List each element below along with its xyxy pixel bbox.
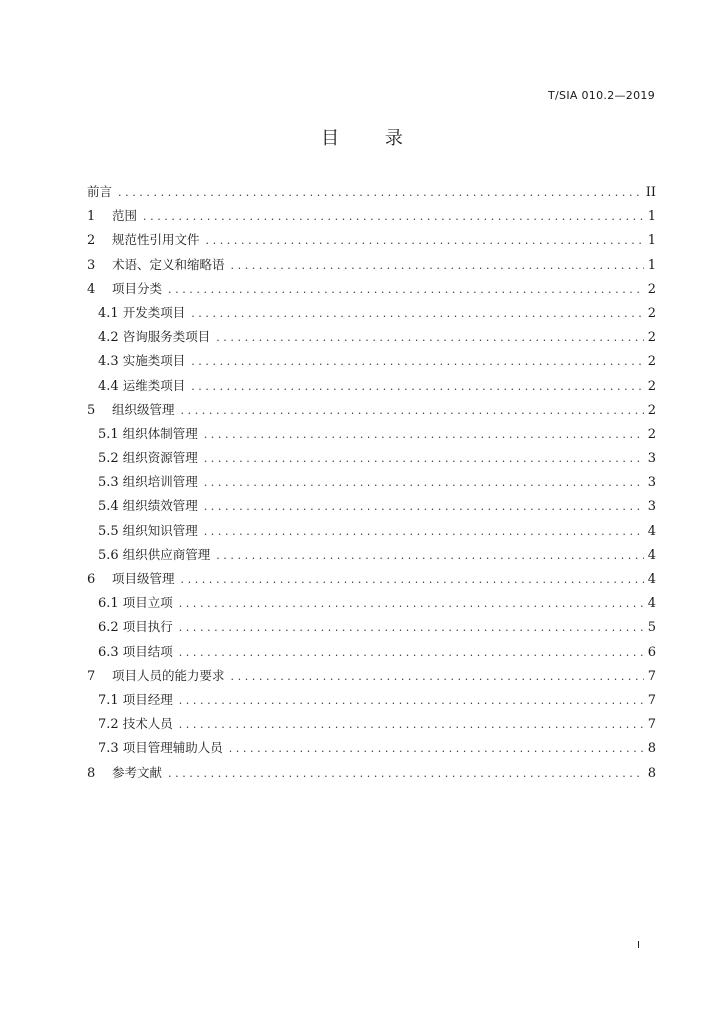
toc-entry-number: 4	[87, 281, 96, 297]
toc-entry[interactable]	[87, 615, 656, 639]
toc-leader-dots	[168, 762, 644, 786]
toc-entry-number: 1	[87, 209, 96, 225]
toc-entry-page: 7	[647, 717, 656, 733]
toc-leader-dots	[181, 399, 644, 423]
toc-leader-dots	[204, 495, 644, 519]
toc-entry-number: 7.3	[98, 741, 119, 757]
toc-entry-page: 3	[647, 499, 656, 515]
toc-entry[interactable]	[87, 325, 656, 349]
toc-leader-dots	[179, 592, 644, 616]
toc-entry[interactable]	[87, 494, 656, 518]
toc-entry-page: 6	[647, 644, 656, 660]
toc-entry[interactable]	[87, 204, 656, 228]
toc-entry-title: 范围	[112, 208, 138, 224]
toc-entry-number: 8	[87, 765, 96, 781]
toc-entry-page: 2	[647, 378, 656, 394]
toc-entry-page: 7	[647, 692, 656, 708]
toc-entry-title: 开发类项目	[122, 304, 186, 320]
toc-entry-page: 4	[647, 596, 656, 612]
toc-entry-number: 5.5	[98, 523, 119, 539]
toc-entry-title: 组织知识管理	[122, 522, 198, 538]
toc-entry[interactable]	[87, 446, 656, 470]
toc-leader-dots	[229, 737, 644, 761]
table-of-contents	[87, 180, 656, 785]
toc-entry[interactable]	[87, 422, 656, 446]
toc-leader-dots	[179, 616, 644, 640]
toc-leader-dots	[179, 689, 644, 713]
toc-entry-page: 3	[647, 475, 656, 491]
toc-entry-number: 7	[87, 668, 96, 684]
toc-entry[interactable]	[87, 277, 656, 301]
toc-entry[interactable]	[87, 253, 656, 277]
toc-entry[interactable]	[87, 591, 656, 615]
toc-leader-dots	[216, 544, 644, 568]
toc-leader-dots	[191, 375, 644, 399]
toc-entry-page: 8	[647, 765, 656, 781]
toc-entry-title: 运维类项目	[122, 377, 186, 393]
toc-entry-page: 2	[647, 330, 656, 346]
toc-entry-number: 4.4	[98, 378, 119, 394]
toc-entry-title: 组织培训管理	[122, 474, 198, 490]
toc-entry-number: 5.4	[98, 499, 119, 515]
toc-entry[interactable]	[87, 567, 656, 591]
toc-entry-number: 2	[87, 233, 96, 249]
toc-entry-title: 组织资源管理	[122, 450, 198, 466]
toc-entry-number: 5.3	[98, 475, 119, 491]
toc-entry[interactable]	[87, 664, 656, 688]
toc-entry-title: 参考文献	[112, 764, 163, 780]
toc-entry-number: 7.2	[98, 717, 119, 733]
toc-entry-title: 组织绩效管理	[122, 498, 198, 514]
toc-entry[interactable]	[87, 374, 656, 398]
toc-entry-page: 1	[647, 233, 656, 249]
toc-entry-page: 2	[647, 354, 656, 370]
toc-entry-title: 项目结项	[122, 643, 173, 659]
toc-entry-title: 项目分类	[112, 280, 163, 296]
toc-leader-dots	[179, 641, 644, 665]
toc-leader-dots	[191, 302, 644, 326]
toc-entry-page: 4	[647, 572, 656, 587]
toc-entry-number: 3	[87, 257, 96, 273]
toc-entry-number: 6.1	[98, 596, 119, 612]
toc-entry-title: 项目执行	[122, 619, 173, 635]
footer-page-number: I	[637, 940, 640, 951]
toc-leader-dots	[204, 520, 644, 544]
toc-entry-title: 项目级管理	[112, 571, 175, 586]
toc-entry-page: 2	[647, 402, 656, 418]
toc-entry-title: 项目人员的能力要求	[112, 667, 225, 683]
toc-entry-number: 6	[87, 572, 96, 587]
toc-entry[interactable]	[87, 228, 656, 252]
toc-entry-page: 2	[647, 305, 656, 321]
toc-entry-number: 6.2	[98, 620, 119, 636]
toc-entry-title: 组织供应商管理	[122, 546, 211, 562]
toc-entry-page: II	[645, 185, 656, 200]
toc-entry-page: 5	[647, 620, 656, 636]
toc-leader-dots	[231, 665, 644, 689]
toc-entry[interactable]	[87, 736, 656, 760]
toc-entry[interactable]	[87, 712, 656, 736]
toc-entry-title: 实施类项目	[122, 353, 186, 369]
toc-entry-number: 5.2	[98, 451, 119, 467]
toc-entry-number: 4.1	[98, 305, 119, 321]
toc-leader-dots	[204, 447, 644, 471]
toc-entry-page: 8	[647, 741, 656, 757]
toc-entry-number: 7.1	[98, 692, 119, 708]
toc-entry-title: 术语、定义和缩略语	[112, 256, 225, 272]
toc-entry[interactable]	[87, 398, 656, 422]
toc-entry-title: 前言	[87, 184, 113, 199]
toc-entry-page: 2	[647, 281, 656, 297]
toc-entry-number: 5	[87, 402, 96, 418]
toc-entry-title: 组织级管理	[112, 401, 175, 417]
document-code: T/SIA 010.2—2019	[548, 89, 655, 102]
toc-entry[interactable]	[87, 470, 656, 494]
toc-title: 目 录	[321, 128, 423, 149]
toc-leader-dots	[206, 229, 644, 253]
toc-entry-page: 4	[647, 547, 656, 563]
toc-entry[interactable]	[87, 301, 656, 325]
toc-entry-page: 1	[647, 257, 656, 273]
toc-entry-number: 5.1	[98, 426, 119, 442]
toc-entry-page: 1	[647, 209, 656, 225]
toc-entry[interactable]	[87, 180, 656, 204]
toc-entry[interactable]	[87, 761, 656, 785]
toc-entry-number: 5.6	[98, 547, 119, 563]
toc-entry-title: 组织体制管理	[122, 425, 198, 441]
toc-leader-dots	[181, 568, 644, 592]
toc-entry-number: 4.3	[98, 354, 119, 370]
toc-entry-title: 规范性引用文件	[112, 232, 200, 248]
toc-leader-dots	[118, 181, 642, 205]
toc-entry-title: 项目经理	[122, 691, 173, 707]
toc-entry-page: 7	[647, 668, 656, 684]
toc-entry-title: 项目管理辅助人员	[122, 740, 223, 756]
toc-leader-dots	[216, 326, 644, 350]
toc-leader-dots	[191, 350, 644, 374]
toc-entry[interactable]	[87, 543, 656, 567]
toc-entry-number: 4.2	[98, 330, 119, 346]
toc-entry[interactable]	[87, 640, 656, 664]
toc-entry-title: 项目立项	[122, 595, 173, 611]
toc-entry[interactable]	[87, 349, 656, 373]
toc-entry-number: 6.3	[98, 644, 119, 660]
toc-leader-dots	[231, 254, 644, 278]
toc-entry[interactable]	[87, 688, 656, 712]
toc-entry-title: 技术人员	[122, 716, 173, 732]
toc-leader-dots	[204, 471, 644, 495]
toc-leader-dots	[168, 278, 644, 302]
toc-leader-dots	[143, 205, 644, 229]
toc-entry-title: 咨询服务类项目	[122, 329, 211, 345]
toc-entry-page: 2	[647, 426, 656, 442]
toc-entry[interactable]	[87, 519, 656, 543]
toc-entry-page: 3	[647, 451, 656, 467]
toc-leader-dots	[204, 423, 644, 447]
toc-leader-dots	[179, 713, 644, 737]
toc-entry-page: 4	[647, 523, 656, 539]
